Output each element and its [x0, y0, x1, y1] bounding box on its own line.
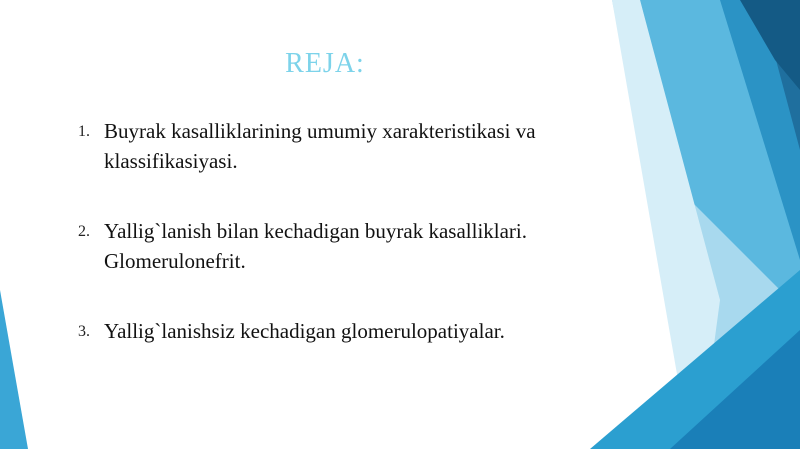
list-item — [78, 316, 618, 346]
plan-list — [78, 116, 618, 346]
list-item — [78, 216, 618, 276]
list-item-text: Yallig`lanish bilan kechadigan buyrak kasalliklari. Glomerulonefrit. — [104, 219, 528, 273]
list-item-number: 3. — [78, 323, 90, 340]
list-item — [78, 116, 618, 176]
left-bottom-facet — [0, 290, 28, 449]
list-item-number: 2. — [78, 223, 90, 240]
list-item-number: 1. — [78, 123, 90, 140]
list-item-text: Yallig`lanishsiz kechadigan glomerulopatiyalar. — [104, 319, 505, 343]
slide-title: REJA: — [285, 48, 365, 79]
list-item-text: Buyrak kasalliklarining umumiy xarakteristikasi va klassifikasiyasi. — [104, 119, 536, 173]
